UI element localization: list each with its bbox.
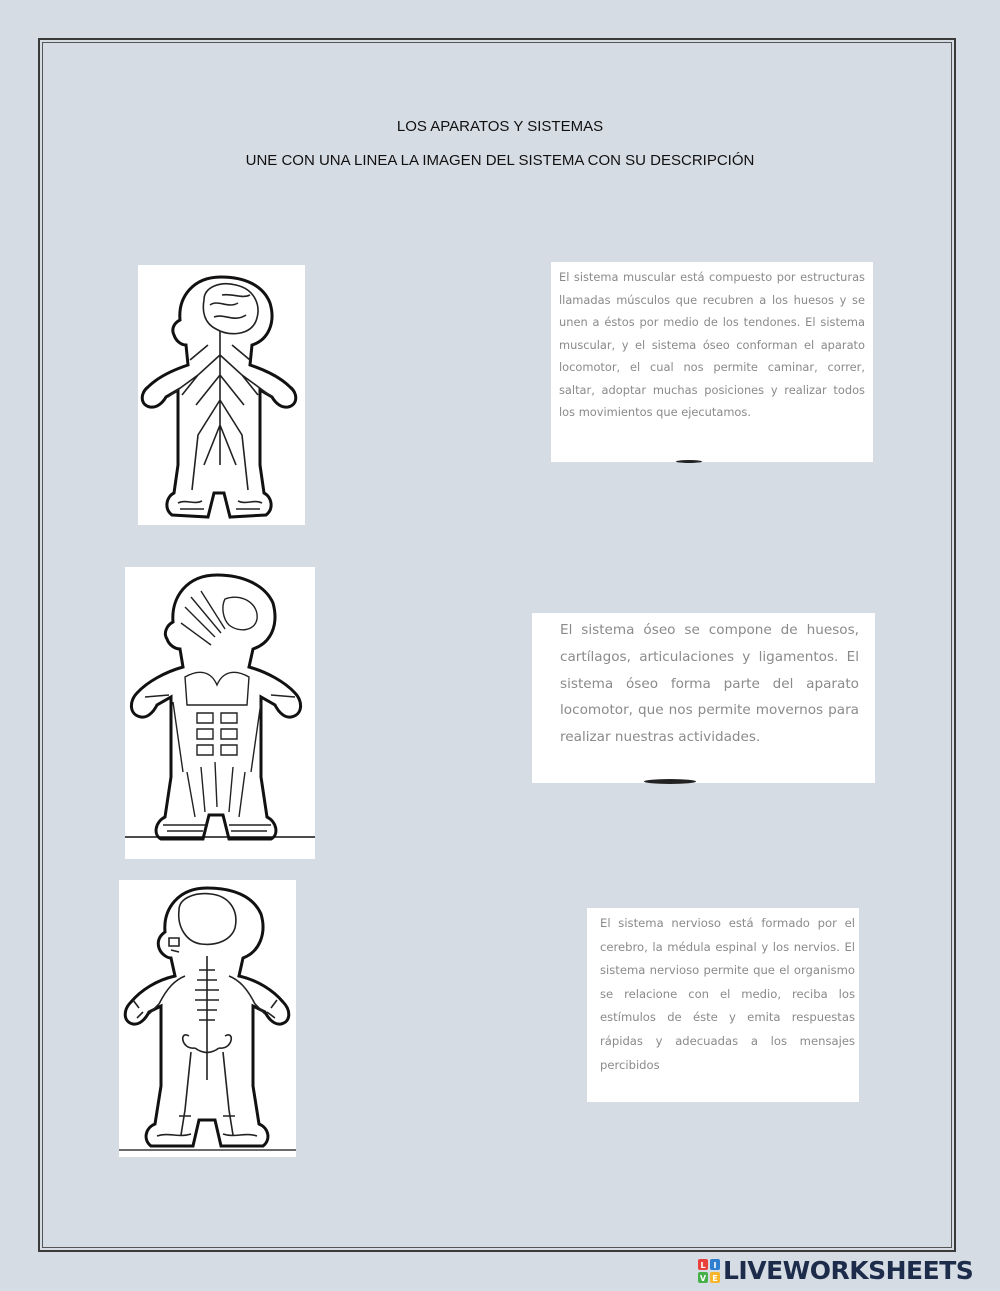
muscular-system-image[interactable] <box>125 567 315 859</box>
skeletal-system-drawing <box>119 880 296 1157</box>
skeletal-system-image[interactable] <box>119 880 296 1157</box>
liveworksheets-logo-icon <box>698 1259 720 1283</box>
skeletal-system-description[interactable] <box>532 613 875 783</box>
nervous-system-drawing <box>138 265 305 525</box>
worksheet-title: LOS APARATOS Y SISTEMAS <box>396 118 604 135</box>
description-text: El sistema muscular está compuesto por estructuras llamadas músculos que recubren a los huesos y se unen a éstos por medio de los tendones. El sistema muscular, y el sistema óseo conforman el aparato locomotor, el cual nos permite caminar, correr, saltar, adoptar muchas posiciones y realizar todos los movimientos que ejecutamos. <box>559 270 865 419</box>
ink-smudge <box>676 460 702 463</box>
liveworksheets-brand[interactable] <box>698 1256 998 1286</box>
nervous-system-image[interactable] <box>138 265 305 525</box>
svg-text:L: L <box>700 1261 706 1270</box>
muscular-system-description[interactable] <box>551 262 873 462</box>
svg-text:I: I <box>713 1261 717 1270</box>
svg-text:V: V <box>699 1274 707 1283</box>
ink-smudge <box>644 779 696 784</box>
brand-name: LIVEWORKSHEETS <box>723 1256 974 1285</box>
nervous-system-description[interactable] <box>587 908 859 1102</box>
description-text: El sistema óseo se compone de huesos, cartílagos, articulaciones y ligamentos. El sistema óseo forma parte del aparato locomotor, que nos permite movernos para realizar nuestras actividades. <box>560 622 859 746</box>
muscular-system-drawing <box>125 567 315 859</box>
svg-text:E: E <box>712 1274 718 1283</box>
description-text: El sistema nervioso está formado por el cerebro, la médula espinal y los nervios. El sistema nervioso permite que el organismo se relacione con el medio, reciba los estímulos de éste y emita respuestas rápidas y adecuadas a los mensajes percibidos <box>600 916 855 1072</box>
worksheet-instruction: UNE CON UNA LINEA LA IMAGEN DEL SISTEMA CON SU DESCRIPCIÓN <box>245 152 755 169</box>
